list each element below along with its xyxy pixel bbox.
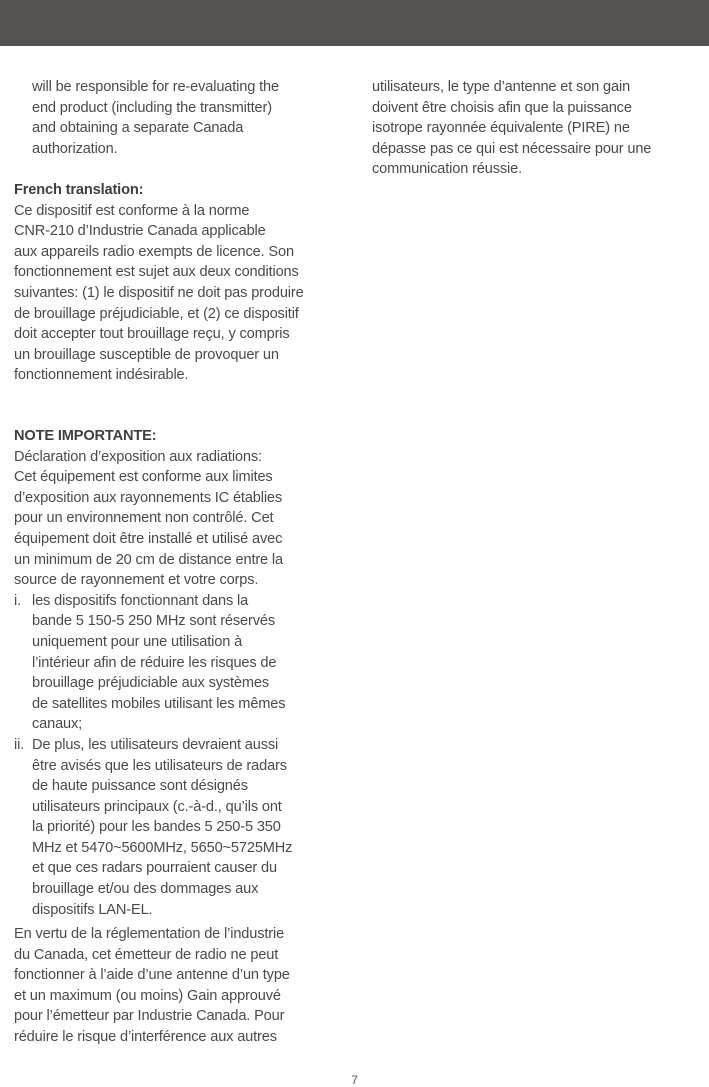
text-line: authorization.	[32, 140, 118, 157]
text-line: du Canada, cet émetteur de radio ne peut	[14, 946, 279, 963]
text-line: de satellites mobiles utilisant les mêmes	[32, 695, 286, 712]
page-header-bar	[0, 0, 709, 46]
list-item	[14, 735, 292, 920]
text-line: utilisateurs principaux (c.-à-d., qu’ils ont	[32, 798, 282, 815]
text-line: pour l’émetteur par Industrie Canada. Pour	[14, 1008, 285, 1025]
text-line: un minimum de 20 cm de distance entre la	[14, 551, 283, 568]
text-line: canaux;	[32, 716, 83, 733]
french-translation-section	[14, 180, 304, 386]
text-line: fonctionnement est sujet aux deux conditions	[14, 264, 299, 281]
text-line: doivent être choisis afin que la puissance	[372, 99, 632, 116]
page-number: 7	[351, 1073, 358, 1087]
text-line: de brouillage préjudiciable, et (2) ce dispositif	[14, 305, 299, 322]
text-line: aux appareils radio exempts de licence. Son	[14, 243, 294, 260]
french-translation-heading: French translation:	[14, 182, 144, 198]
text-line: être avisés que les utilisateurs de radars	[32, 757, 287, 774]
list-marker: i.	[14, 592, 21, 609]
text-line: pour un environnement non contrôlé. Cet	[14, 510, 274, 527]
text-line: communication réussie.	[372, 161, 522, 178]
text-line: CNR-210 d’Industrie Canada applicable	[14, 223, 266, 240]
text-line: will be responsible for re-evaluating the	[32, 79, 279, 95]
text-line: d’exposition aux rayonnements IC établies	[14, 489, 283, 506]
text-line: Ce dispositif est conforme à la norme	[14, 202, 250, 219]
list-marker: ii.	[14, 736, 25, 753]
text-line: En vertu de la réglementation de l’industrie	[14, 926, 285, 942]
text-line: dépasse pas ce qui est nécessaire pour une	[372, 140, 652, 157]
text-line: suivantes: (1) le dispositif ne doit pas produire	[14, 284, 304, 301]
text-line: isotrope rayonnée équivalente (PIRE) ne	[372, 120, 630, 137]
text-line: De plus, les utilisateurs devraient aussi	[32, 736, 279, 753]
text-line: fonctionner à l’aide d’une antenne d’un type	[14, 967, 290, 984]
text-line: la priorité) pour les bandes 5 250-5 350	[32, 819, 281, 836]
text-line: uniquement pour une utilisation à	[32, 633, 243, 650]
text-line: réduire le risque d’interférence aux autres	[14, 1028, 277, 1045]
text-line: brouillage et/ou des dommages aux	[32, 881, 259, 898]
intro-paragraph	[32, 77, 279, 159]
text-line: source de rayonnement et votre corps.	[14, 572, 259, 589]
text-line: de haute puissance sont désignés	[32, 778, 248, 795]
text-line: brouillage préjudiciable aux systèmes	[32, 675, 270, 692]
text-line: MHz et 5470~5600MHz, 5650~5725MHz	[32, 839, 293, 856]
list-item	[14, 591, 292, 735]
text-line: dispositifs LAN-EL.	[32, 901, 153, 918]
text-line: les dispositifs fonctionnant dans la	[32, 592, 249, 609]
final-paragraph	[14, 924, 290, 1048]
text-line: et que ces radars pourraient causer du	[32, 860, 277, 877]
text-line: équipement doit être installé et utilisé avec	[14, 530, 283, 547]
text-line: and obtaining a separate Canada	[32, 120, 244, 137]
text-line: bande 5 150-5 250 MHz sont réservés	[32, 613, 275, 630]
text-line: Cet équipement est conforme aux limites	[14, 469, 273, 486]
text-line: utilisateurs, le type d’antenne et son gain	[372, 79, 631, 95]
text-line: fonctionnement indésirable.	[14, 367, 189, 384]
text-line: Déclaration d’exposition aux radiations:	[14, 448, 262, 465]
text-line: l’intérieur afin de réduire les risques de	[32, 654, 277, 671]
note-importante-heading: NOTE IMPORTANTE:	[14, 428, 157, 444]
text-line: et un maximum (ou moins) Gain approuvé	[14, 987, 281, 1004]
text-line: un brouillage susceptible de provoquer un	[14, 346, 279, 363]
text-line: end product (including the transmitter)	[32, 99, 272, 116]
right-column-paragraph	[372, 77, 651, 180]
text-line: doit accepter tout brouillage reçu, y compris	[14, 326, 290, 343]
note-importante-section	[14, 426, 292, 920]
